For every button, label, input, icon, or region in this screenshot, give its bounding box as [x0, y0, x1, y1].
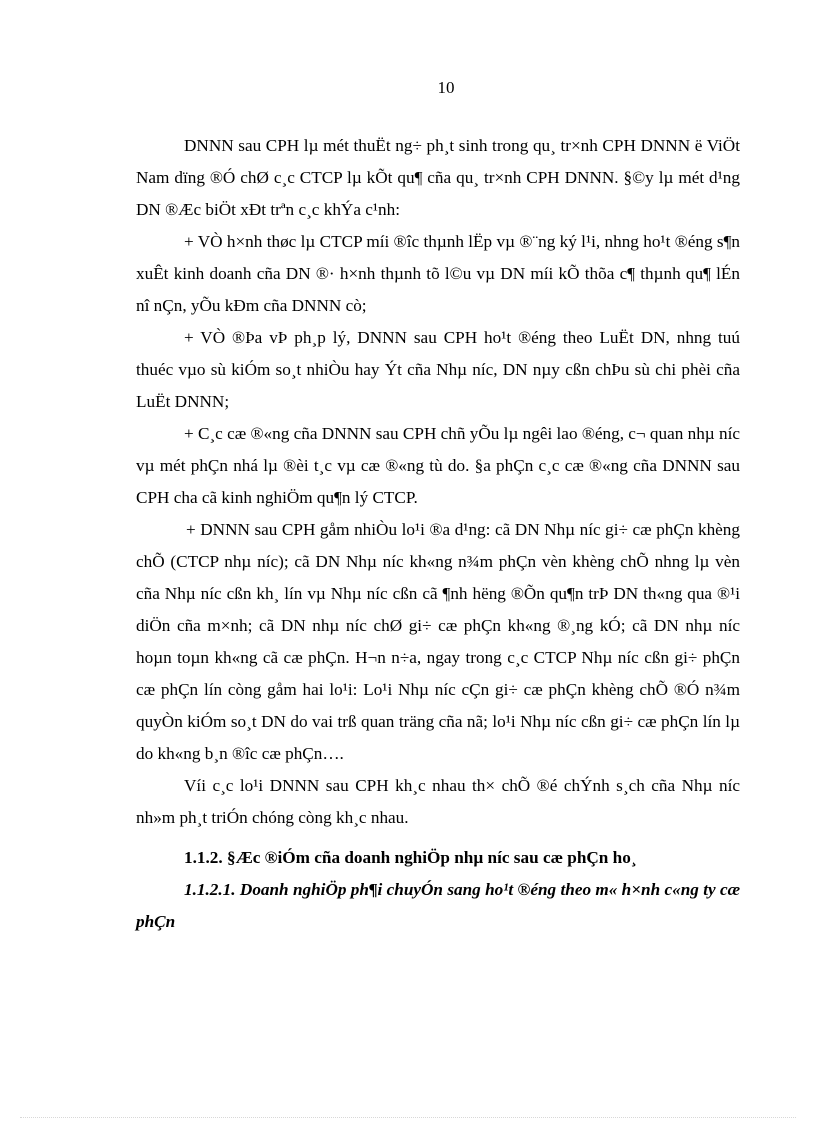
paragraph-shareholders: + C¸c cæ ®«ng cña DNNN sau CPH chñ yÕu lµ ngêi lao ®éng, c¬ quan nhµ níc vµ mét phÇn nhá lµ ®èi t¸c vµ cæ ®«ng tù do. §a phÇn c¸c cæ ®«ng cña DNNN sau CPH cha cã kinh nghiÖm qu¶n lý CTCP. — [136, 424, 741, 507]
paragraph-legal-status: + VÒ ®Þa vÞ ph¸p lý, DNNN sau CPH ho¹t ®éng theo LuËt DN, nhng tuú thuéc vµo sù kiÓm so¸t nhiÒu hay Ýt cña Nhµ níc, DN nµy cßn chÞu sù chi phèi cña LuËt DNNN; — [136, 328, 740, 411]
page-bottom-divider — [20, 1117, 796, 1118]
paragraph-types: + DNNN sau CPH gåm nhiÒu lo¹i ®a d¹ng: cã DN Nhµ níc gi÷ cæ phÇn khèng chÕ (CTCP nhµ níc); cã DN Nhµ níc kh«ng n¾m phÇn vèn khèng chÕ nhng lµ vèn cña Nhµ níc cßn kh¸ lín vµ Nhµ níc cßn cã ¶nh hëng ®Õn qu¶n trÞ DN th«ng qua ®¹i diÖn cña m×nh; cã DN nhµ níc chØ gi÷ cæ phÇn kh«ng ®¸ng kÓ; cã DN nhµ níc hoµn toµn kh«ng cã cæ phÇn. H¬n n÷a, ngay trong c¸c CTCP Nhµ níc cßn gi÷ phÇn cæ phÇn lín còng gåm hai lo¹i: Lo¹i Nhµ níc cÇn gi÷ cæ phÇn khèng chÕ ®Ó n¾m quyÒn kiÓm so¸t DN do vai trß quan träng cña nã; lo¹i Nhµ níc cßn gi÷ cæ phÇn lín lµ do kh«ng b¸n ®îc cæ phÇn…. — [136, 520, 740, 763]
paragraph-form: + VÒ h×nh thøc lµ CTCP míi ®îc thµnh lËp vµ ®¨ng ký l¹i, nhng ho¹t ®éng s¶n xuÊt kinh doanh cña DN ®· h×nh thµnh tõ l©u vµ DN míi kÕ thõa c¶ thµnh qu¶ lÉn nî nÇn, yÕu kÐm cña DNNN cò; — [136, 232, 740, 315]
page-number: 10 — [437, 78, 455, 97]
paragraph-policy: Víi c¸c lo¹i DNNN sau CPH kh¸c nhau th× chÕ ®é chÝnh s¸ch cña Nhµ níc nh»m ph¸t triÓn chóng còng kh¸c nhau. — [136, 776, 740, 827]
paragraph-definition: DNNN sau CPH lµ mét thuËt ng÷ ph¸t sinh trong qu¸ tr×nh CPH DNNN ë ViÖt Nam dïng ®Ó chØ c¸c CTCP lµ kÕt qu¶ cña qu¸ tr×nh CPH DNNN. §©y lµ mét d¹ng DN ®Æc biÖt xÐt trªn c¸c khÝa c¹nh: — [136, 136, 740, 219]
section-heading: 1.1.2. §Æc ®iÓm cña doanh nghiÖp nhµ níc sau cæ phÇn ho¸ — [184, 848, 637, 867]
document-body — [136, 130, 740, 938]
subsection-heading: 1.1.2.1. Doanh nghiÖp ph¶i chuyÓn sang ho¹t ®éng theo m« h×nh c«ng ty cæ phÇn — [136, 880, 740, 931]
